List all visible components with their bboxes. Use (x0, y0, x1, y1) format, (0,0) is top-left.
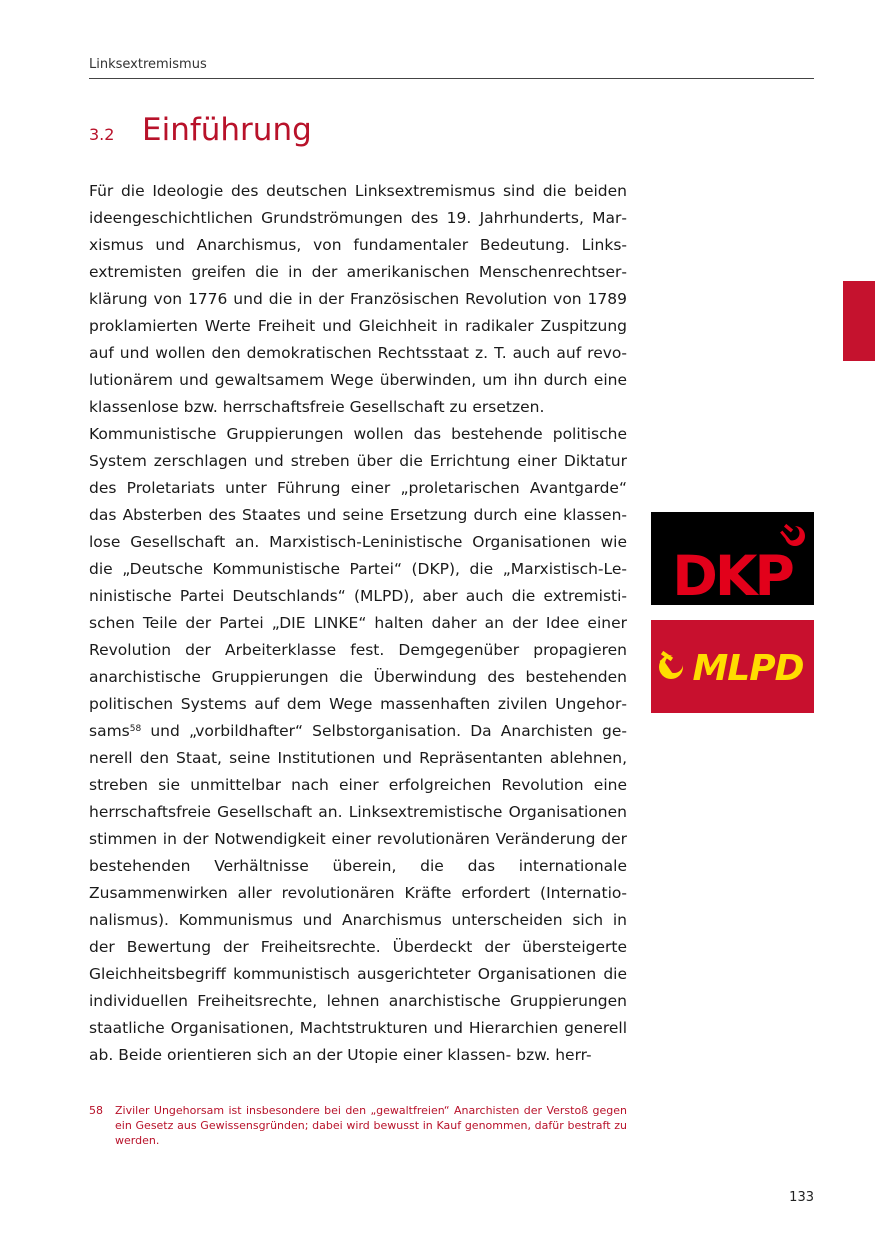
section-title: Einführung (142, 112, 312, 148)
footnote-number: 58 (89, 1104, 103, 1117)
section-number: 3.2 (89, 125, 115, 144)
mlpd-logo-text: MLPD (692, 648, 804, 689)
body-text (89, 178, 627, 1069)
page-number: 133 (789, 1190, 814, 1205)
footnote-text: Ziviler Ungehorsam ist insbesondere bei den „gewaltfreien“ Anarchisten der Verstoß gegen ein Gesetz aus Gewissensgründen; dabei wird bewusst in Kauf genommen, dafür bestraft zu werden. (115, 1104, 627, 1147)
paragraph-groups (89, 421, 627, 1069)
footnote-reference[interactable]: 58 (129, 724, 142, 734)
paragraph-groups-part-1: Kommunistische Gruppierungen wollen das bestehende politische System zerschlagen und streben über die Errichtung einer Diktatur des Proletariats unter Führung einer „proletarischen Avantgarde“ das Absterben des Staates und seine Ersetzung durch eine klassenlose Gesellschaft an. Marxistisch-Leninistische Organisationen wie die „Deutsche Kommunistische Partei“ (DKP), die „Marxistisch-Leninistische Partei Deutschlands“ (MLPD), aber auch die extremistischen Teile der Partei „DIE LINKE“ halten daher an der Idee einer Revolution der Arbeiterklasse fest. Demgegenüber propagieren anarchistische Gruppierungen die Überwindung des bestehenden politischen Systems auf dem Wege massenhaften zivilen Ungehorsams (89, 425, 627, 740)
chapter-tab (843, 281, 875, 361)
running-head: Linksextremismus (89, 57, 207, 72)
dkp-logo (651, 512, 814, 605)
paragraph-groups-part-2: und „vorbildhafter“ Selbstorganisation. Da Anarchisten generell den Staat, seine Institutionen und Repräsentanten ablehnen, streben sie unmittelbar nach einer erfolgreichen Revolution eine herrschaftsfreie Gesellschaft an. Linksextremistische Organisationen stimmen in der Notwendigkeit einer revolutionären Veränderung der bestehenden Verhältnisse überein, die das internationale Zusammenwirken aller revolutionären Kräfte erfordert (Internationalismus). Kommunismus und Anarchismus unterscheiden sich in der Bewertung der Freiheitsrechte. Überdeckt der übersteigerte Gleichheitsbegriff kommunistisch ausgerichteter Organisationen die individuellen Freiheitsrechte, lehnen anarchistische Gruppierungen staatliche Organisationen, Machtstrukturen und Hierarchien generell ab. Beide orientieren sich an der Utopie einer klassen- bzw. herr- (89, 722, 627, 1064)
section-heading (89, 112, 312, 148)
mlpd-logo (651, 620, 814, 713)
header-rule (89, 78, 814, 79)
footnote (89, 1103, 627, 1148)
paragraph-intro: Für die Ideologie des deutschen Linksextremismus sind die beiden ideengeschichtlichen Grundströmungen des 19. Jahrhunderts, Marxismus und Anarchismus, von fundamentaler Bedeutung. Linksextremisten greifen die in der amerikanischen Menschenrechtserklärung von 1776 und die in der Französischen Revolution von 1789 proklamierten Werte Freiheit und Gleichheit in radikaler Zuspitzung auf und wollen den demokratischen Rechtsstaat z. T. auch auf revolutionärem und gewaltsamem Wege überwinden, um ihn durch eine klassenlose bzw. herrschaftsfreie Gesellschaft zu ersetzen. (89, 182, 627, 416)
dkp-logo-text: DKP (672, 544, 792, 605)
